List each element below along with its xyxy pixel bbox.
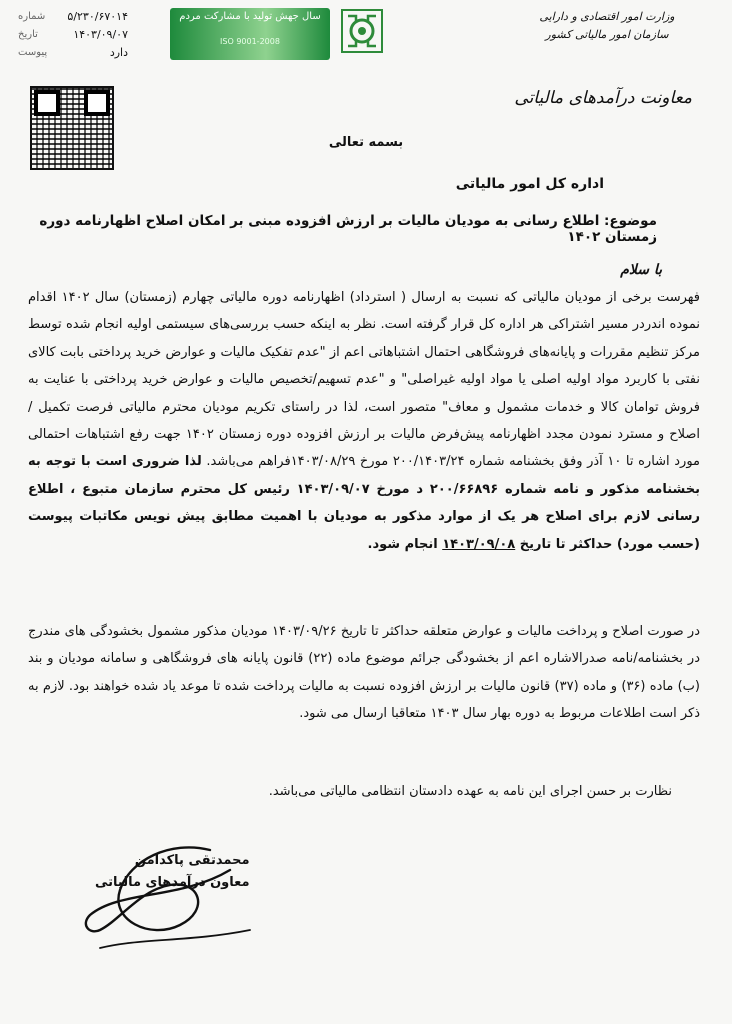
letter-meta — [18, 8, 128, 62]
iso-badge: ISO 9001-2008 — [220, 37, 280, 46]
qr-code-icon — [30, 86, 114, 170]
addressee: اداره کل امور مالیاتی — [455, 176, 604, 192]
signatory-title: معاون درآمدهای مالیاتی — [95, 875, 250, 890]
tax-organization-logo-icon — [340, 8, 384, 54]
paragraph-1-part-c: انجام شود. — [367, 536, 443, 552]
letter-date: ۱۴۰۳/۰۹/۰۷ — [73, 28, 128, 41]
signatory-name: محمدتقی پاکدامن — [134, 853, 250, 868]
date-label: تاریخ — [18, 29, 38, 40]
number-label: شماره — [18, 11, 46, 22]
letter-number: ۵/۲۳۰/۶۷۰۱۴ — [67, 10, 128, 23]
paragraph-2: در صورت اصلاح و پرداخت مالیات و عوارض متعلقه حداکثر تا تاریخ ۱۴۰۳/۰۹/۲۶ مودیان مذکور مشمول بخشودگی های مندرج در بخشنامه/نامه صدرالاشاره اعم از بخشودگی جرائم موضوع ماده (۲۲) قانون پایانه های فروشگاهی و سامانه مودیان و بند (ب) ماده (۳۶) و ماده (۳۷) قانون مالیات بر ارزش افزوده نسبت به مالیات پرداخت شده تا موعد یاد شده خواهند بود. لازم به ذکر است اطلاعات مربوط به دوره بهار سال ۱۴۰۳ متعاقبا ارسال می شود. — [28, 624, 700, 722]
attachment-value: دارد — [109, 46, 128, 59]
ministry-header — [502, 8, 712, 44]
greeting: با سلام — [620, 262, 662, 278]
banner-slogan: سال جهش تولید با مشارکت مردم — [179, 11, 321, 22]
deadline-date: ۱۴۰۳/۰۹/۰۸ — [442, 536, 516, 552]
signature-block — [95, 850, 250, 894]
organization-name: سازمان امور مالیاتی کشور — [545, 28, 669, 41]
ministry-name: وزارت امور اقتصادی و دارایی — [539, 10, 675, 23]
letter-subject: موضوع: اطلاع رسانی به مودیان مالیات بر ارزش افزوده مبنی بر امکان اصلاح اظهارنامه دوره زمستان ۱۴۰۲ — [39, 213, 657, 245]
paragraph-1-part-b: لذا ضروری است با توجه به بخشنامه مذکور و نامه شماره ۲۰۰/۶۶۸۹۶ د مورخ ۱۴۰۳/۰۹/۰۷ رئیس کل محترم سازمان متبوع ، اطلاع رسانی لازم برای اصلاح هر یک از موارد مذکور به مودیان با اهمیت مطابق پیش نویس مکاتبات پیوست (حسب مورد) حداکثر تا تاریخ — [28, 454, 700, 552]
attachment-label: پیوست — [18, 47, 48, 58]
year-slogan-banner — [170, 8, 330, 60]
paragraph-1-part-a: فهرست برخی از مودیان مالیاتی که نسبت به ارسال ( استرداد) اظهارنامه دوره مالیاتی چهارم (زمستان) سال ۱۴۰۲ اقدام نموده اندردر مسیر اشتراکی هر اداره کل قرار گرفته است. نظر به اینکه حسب بررسی‌های سیستمی اولیه انجام شده توسط مرکز تنظیم مقررات و پایانه‌های فروشگاهی احتمال اشتباهاتی اعم از "عدم تفکیک مالیات و عوارض خرید پرداختی بابت کالای نفتی با کاربرد مواد اولیه اصلی یا مواد اولیه غیراصلی" و "عدم تسهیم/تخصیص مالیات و عوارض خرید پرداختی با عنایت به فروش توامان کالا و خدمات مشمول و معاف" متصور است، لذا در راستای تکریم مودیان محترم مالیاتی فرصت تکمیل / اصلاح و مسترد نمودن مجدد اظهارنامه پیش‌فرض مالیات بر ارزش افزوده دوره زمستان ۱۴۰۲ جهت رفع اشتباهات احتمالی مورد اشاره تا ۱۰ آذر وفق بخشنامه شماره ۲۰۰/۱۴۰۳/۲۴ مورخ ۱۴۰۳/۰۸/۲۹فراهم می‌باشد. — [28, 290, 701, 470]
department-title: معاونت درآمدهای مالیاتی — [514, 88, 692, 108]
bismillah: بسمه تعالی — [328, 135, 404, 150]
paragraph-1 — [28, 284, 700, 558]
paragraph-3: نظارت بر حسن اجرای این نامه به عهده دادستان انتظامی مالیاتی می‌باشد. — [268, 784, 672, 799]
